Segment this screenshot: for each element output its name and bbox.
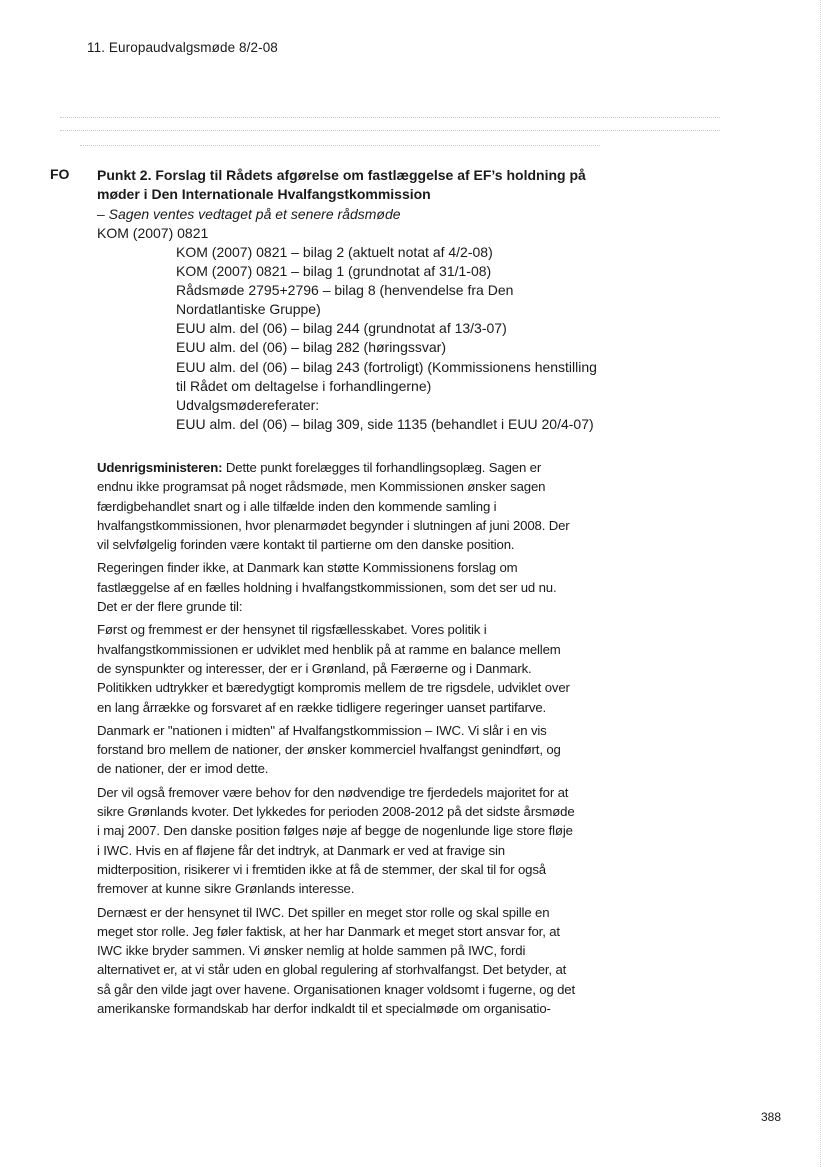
reference-item: EUU alm. del (06) – bilag 244 (grundnotat af 13/3-07) (176, 320, 507, 337)
paragraph: Danmark er "nationen i midten" af Hvalfangstkommission – IWC. Vi slår i en vis forstand bro mellem de nationer, der ønsker kommerciel hvalfangst genindført, og de nationer, der er imod dette. (97, 722, 561, 777)
reference-item: EUU alm. del (06) – bilag 243 (fortroligt) (Kommissionens henstilling til Rådet om deltagelse i forhandlingerne) (176, 358, 597, 394)
paragraph: Dernæst er der hensynet til IWC. Det spiller en meget stor rolle og skal spille en meget stor rolle. Jeg føler faktisk, at her har Danmark et meget stort ansvar for, at IWC ikke bryder sammen. Vi ønsker nemlig at holde sammen på IWC, fordi alternativet er, at vi står uden en global regulering af storhvalfangst. Det betyder, at så går den vilde jagt over havene. Organisationen knager voldsomt i fugerne, og det amerikanske formandskab har derfor indkaldt til et specialmøde om organisatio- (97, 904, 575, 1017)
meeting-header: 11. Europaudvalgsmøde 8/2-08 (87, 40, 278, 55)
agenda-item-title: Punkt 2. Forslag til Rådets afgørelse om fastlæggelse af EF’s holdning på møder i Den Internationale Hvalfangstkommission (97, 167, 586, 202)
reference-item: KOM (2007) 0821 – bilag 1 (grundnotat af 31/1-08) (176, 263, 492, 280)
scan-artifact-line (80, 145, 600, 146)
scan-edge-artifact (820, 0, 823, 1167)
paragraph: Der vil også fremover være behov for den nødvendige tre fjerdedels majoritet for at sikre Grønlands kvoter. Det lykkedes for perioden 2008-2012 på det sidste årsmøde i maj 2007. Den danske position følges nøje af begge de nogenlunde lige store fløje i IWC. Hvis en af fløjene får det indtryk, at Danmark er ved at fravige sin midterposition, risikerer vi i fremtiden ikke at få de stemmer, der skal til for også fremover at kunne sikre Grønlands interesse. (97, 784, 575, 897)
kom-reference: KOM (2007) 0821 (97, 225, 209, 241)
agenda-item-status: – Sagen ventes vedtaget på et senere rådsmøde (97, 206, 401, 222)
page-number: 388 (761, 1110, 782, 1124)
reference-list (176, 243, 606, 434)
paragraph (97, 458, 575, 554)
reference-item: EUU alm. del (06) – bilag 309, side 1135 (behandlet i EUU 20/4-07) (176, 415, 594, 432)
reference-item: Udvalgsmødereferater: (176, 396, 320, 413)
reference-item: KOM (2007) 0821 – bilag 2 (aktuelt notat af 4/2-08) (176, 244, 493, 260)
scan-artifact-line (60, 117, 720, 118)
paragraph: Først og fremmest er der hensynet til rigsfællesskabet. Vores politik i hvalfangstkommissionen er udviklet med henblik på at ramme en balance mellem de synspunkter og interesser, der er i Grønland, på Færøerne og i Danmark. Politikken udtrykker et bæredygtigt kompromis mellem de tre rigsdele, udviklet over en lang årrække og forsvaret af en række tidligere regeringer uanset partifarve. (97, 622, 570, 715)
reference-item: Rådsmøde 2795+2796 – bilag 8 (henvendelse fra Den Nordatlantiske Gruppe) (176, 282, 514, 318)
reference-item: EUU alm. del (06) – bilag 282 (høringssvar) (176, 339, 446, 356)
item-label: FO (50, 166, 70, 182)
paragraph: Regeringen finder ikke, at Danmark kan støtte Kommissionens forslag om fastlæggelse af en fælles holdning i hvalfangstkommissionen, som det ser ud nu. Det er der flere grunde til: (97, 560, 557, 615)
speaker-name: Udenrigsministeren: (97, 460, 223, 475)
scan-artifact-line (60, 130, 720, 131)
paragraph-text: Dette punkt forelægges til forhandlingsoplæg. Sagen er endnu ikke programsat på noget rådsmøde, men Kommissionen ønsker sagen færdigbehandlet snart og i alle tilfælde inden den kommende samling i hvalfangstkommissionen, hvor plenarmødet begynder i slutningen af juni 2008. Der vil selvfølgelig forinden være kontakt til partierne om den danske position. (97, 460, 570, 553)
minutes-body (97, 458, 575, 1022)
